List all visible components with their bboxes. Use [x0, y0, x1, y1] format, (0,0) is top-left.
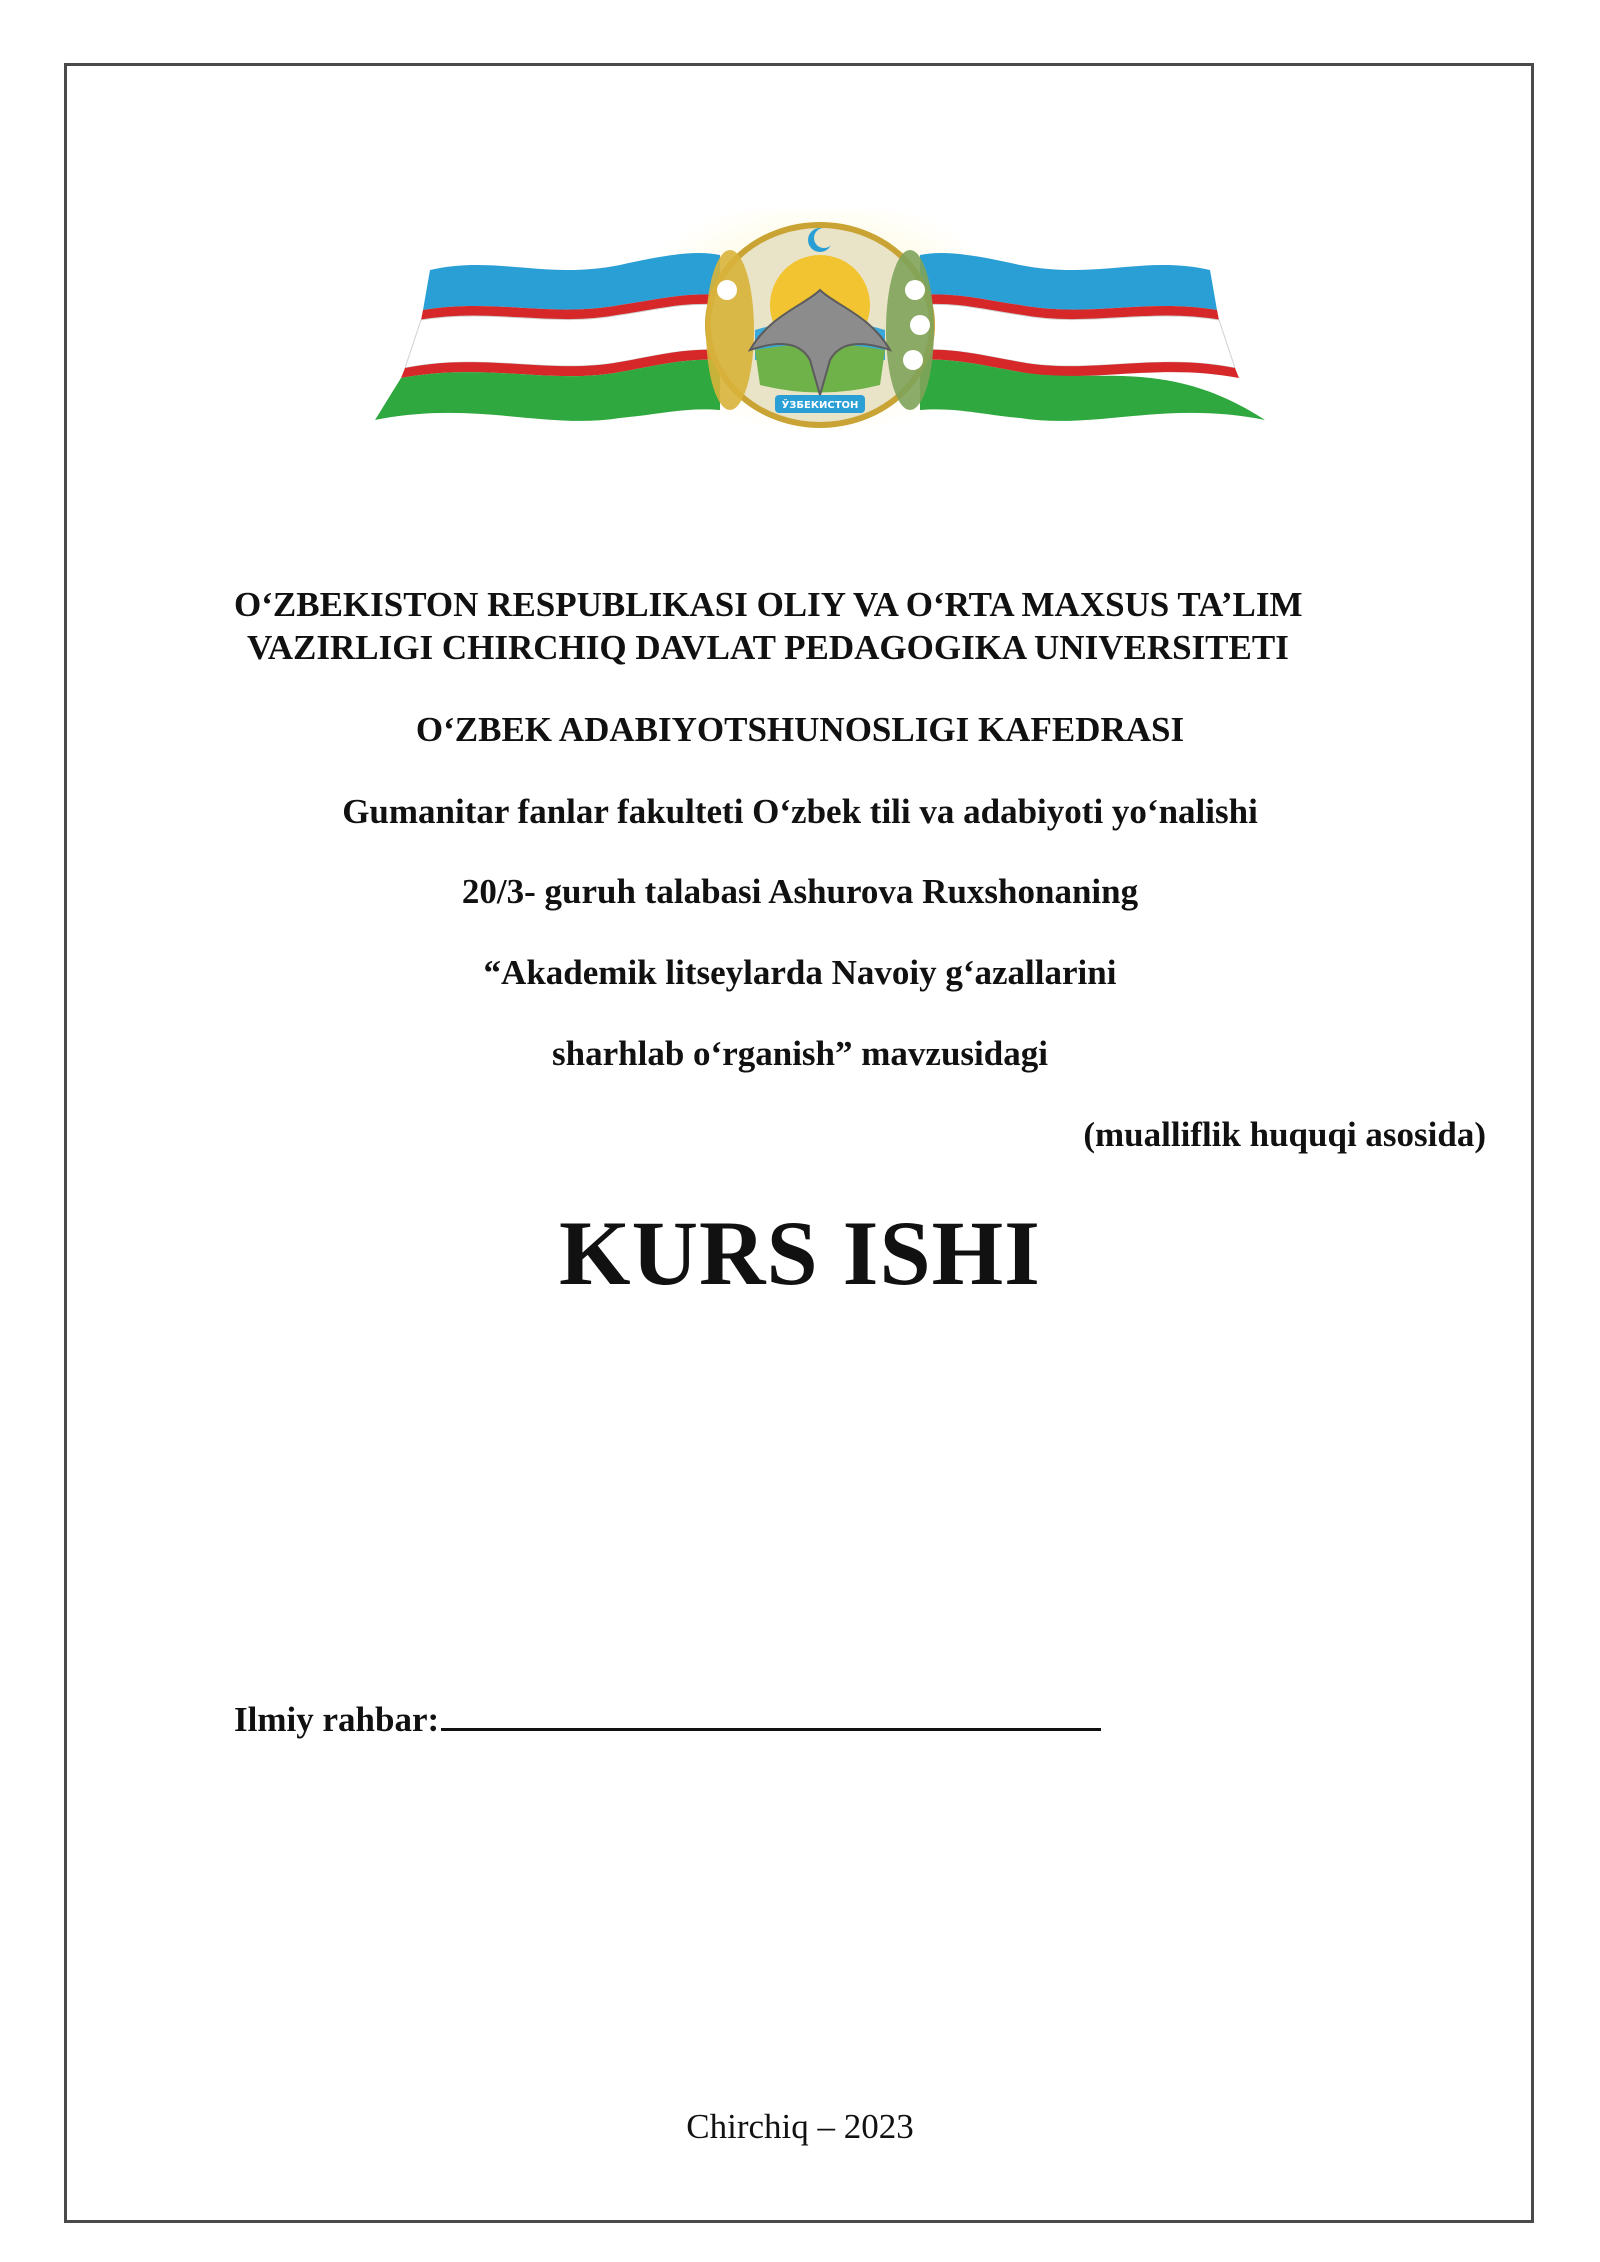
state-emblem-icon	[375, 210, 1265, 430]
ministry-line-1: O‘ZBEKISTON RESPUBLIKASI OLIY VA O‘RTA MAXSUS TA’LIM	[234, 585, 1303, 624]
city-year: Chirchiq – 2023	[686, 2107, 914, 2146]
supervisor-field	[234, 1696, 1101, 1740]
flag-left	[375, 253, 720, 421]
emblem-ribbon-text: ЎЗБЕКИСТОН	[781, 400, 859, 411]
ministry-line-2: VAZIRLIGI CHIRCHIQ DAVLAT PEDAGOGIKA UNIVERSITETI	[247, 628, 1289, 667]
supervisor-blank-line	[441, 1696, 1101, 1731]
document-title: KURS ISHI	[559, 1202, 1041, 1304]
department-title: O‘ZBEK ADABIYOTSHUNOSLIGI KAFEDRASI	[415, 710, 1185, 749]
supervisor-label: Ilmiy rahbar:	[234, 1700, 440, 1739]
emblem-seal	[706, 225, 934, 425]
flag-right	[920, 253, 1265, 421]
student-line: 20/3- guruh talabasi Ashurova Ruxshonaning	[461, 872, 1139, 911]
copyright-note: (mualliflik huquqi asosida)	[1083, 1115, 1486, 1154]
topic-line-1: “Akademik litseylarda Navoiy g‘azallarini	[483, 953, 1117, 992]
topic-line-2: sharhlab o‘rganish” mavzusidagi	[552, 1034, 1048, 1073]
faculty-line: Gumanitar fanlar fakulteti O‘zbek tili va adabiyoti yo‘nalishi	[342, 792, 1258, 831]
